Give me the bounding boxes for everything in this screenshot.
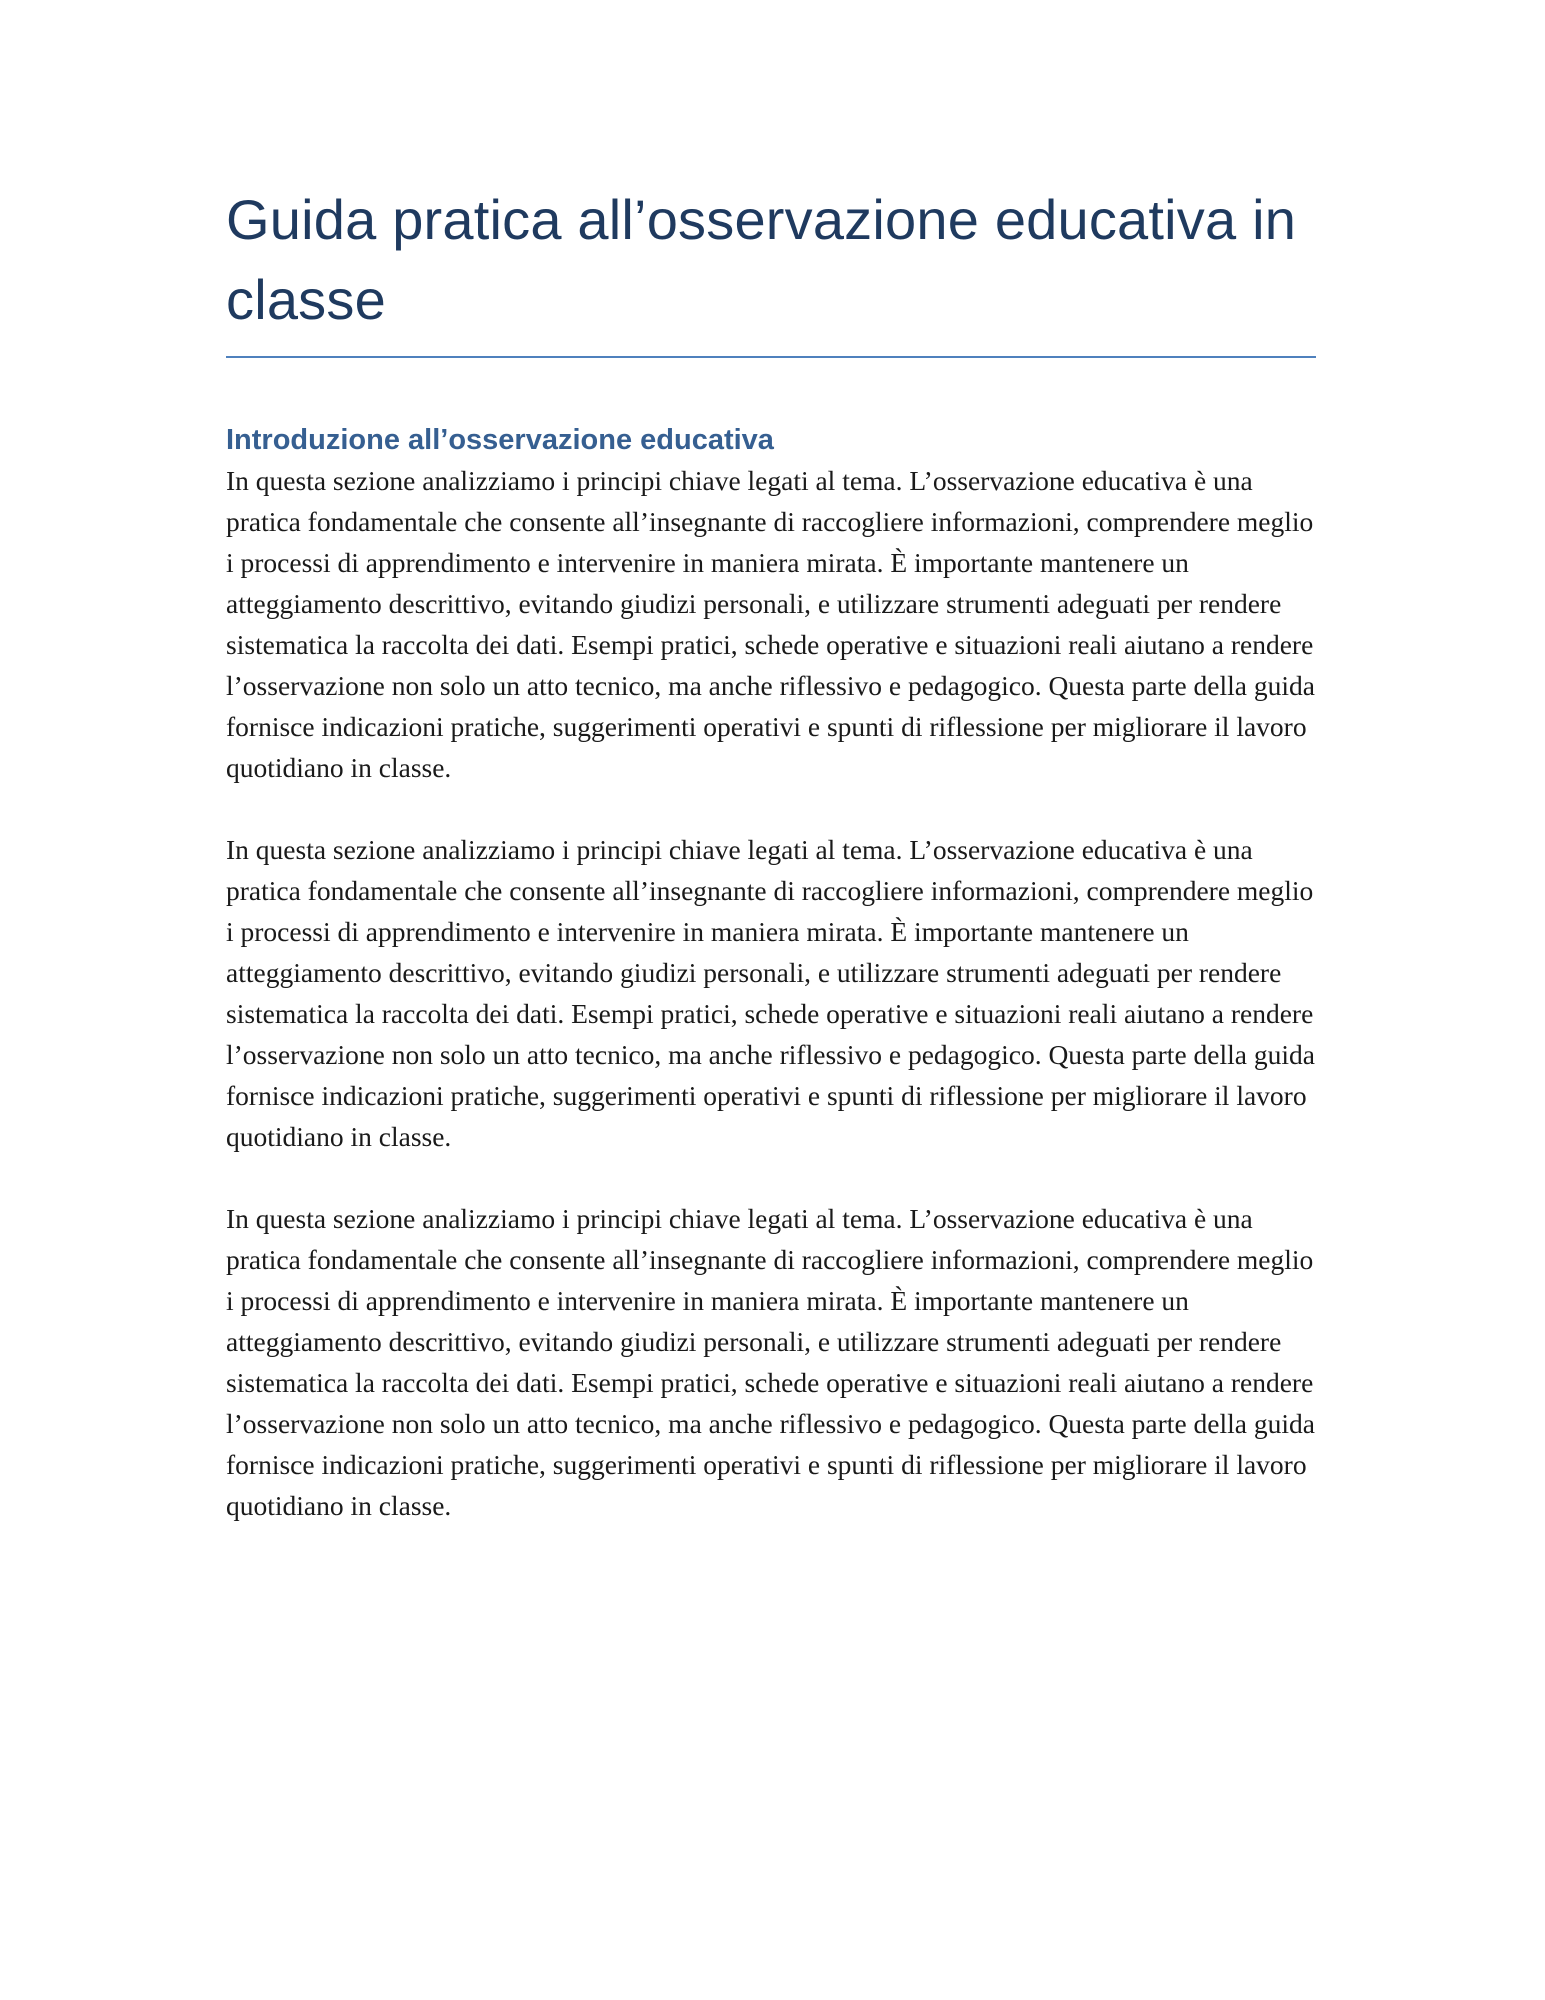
body-paragraph-3: In questa sezione analizziamo i principi chiave legati al tema. L’osservazione educativa è una pratica fondamentale che consente all’insegnante di raccogliere informazioni, comprendere meglio i processi di apprendimento e intervenire in maniera mirata. È importante mantenere un atteggiamento descrittivo, evitando giudizi personali, e utilizzare strumenti adeguati per rendere sistematica la raccolta dei dati. Esempi pratici, schede operative e situazioni reali aiutano a rendere l’osservazione non solo un atto tecnico, ma anche riflessivo e pedagogico. Questa parte della guida fornisce indicazioni pratiche, suggerimenti operativi e spunti di riflessione per migliorare il lavoro quotidiano in classe. bbox=[226, 1203, 1315, 1521]
document-content bbox=[226, 180, 1316, 1526]
body-paragraph-1: In questa sezione analizziamo i principi chiave legati al tema. L’osservazione educativa è una pratica fondamentale che consente all’insegnante di raccogliere informazioni, comprendere meglio i processi di apprendimento e intervenire in maniera mirata. È importante mantenere un atteggiamento descrittivo, evitando giudizi personali, e utilizzare strumenti adeguati per rendere sistematica la raccolta dei dati. Esempi pratici, schede operative e situazioni reali aiutano a rendere l’osservazione non solo un atto tecnico, ma anche riflessivo e pedagogico. Questa parte della guida fornisce indicazioni pratiche, suggerimenti operativi e spunti di riflessione per migliorare il lavoro quotidiano in classe. bbox=[226, 465, 1315, 783]
body-paragraph-2: In questa sezione analizziamo i principi chiave legati al tema. L’osservazione educativa è una pratica fondamentale che consente all’insegnante di raccogliere informazioni, comprendere meglio i processi di apprendimento e intervenire in maniera mirata. È importante mantenere un atteggiamento descrittivo, evitando giudizi personali, e utilizzare strumenti adeguati per rendere sistematica la raccolta dei dati. Esempi pratici, schede operative e situazioni reali aiutano a rendere l’osservazione non solo un atto tecnico, ma anche riflessivo e pedagogico. Questa parte della guida fornisce indicazioni pratiche, suggerimenti operativi e spunti di riflessione per migliorare il lavoro quotidiano in classe. bbox=[226, 834, 1315, 1152]
section-introduction bbox=[226, 420, 1316, 1526]
document-title: Guida pratica all’osservazione educativa in classe bbox=[226, 180, 1316, 358]
section-heading: Introduzione all’osservazione educativa bbox=[226, 424, 774, 456]
